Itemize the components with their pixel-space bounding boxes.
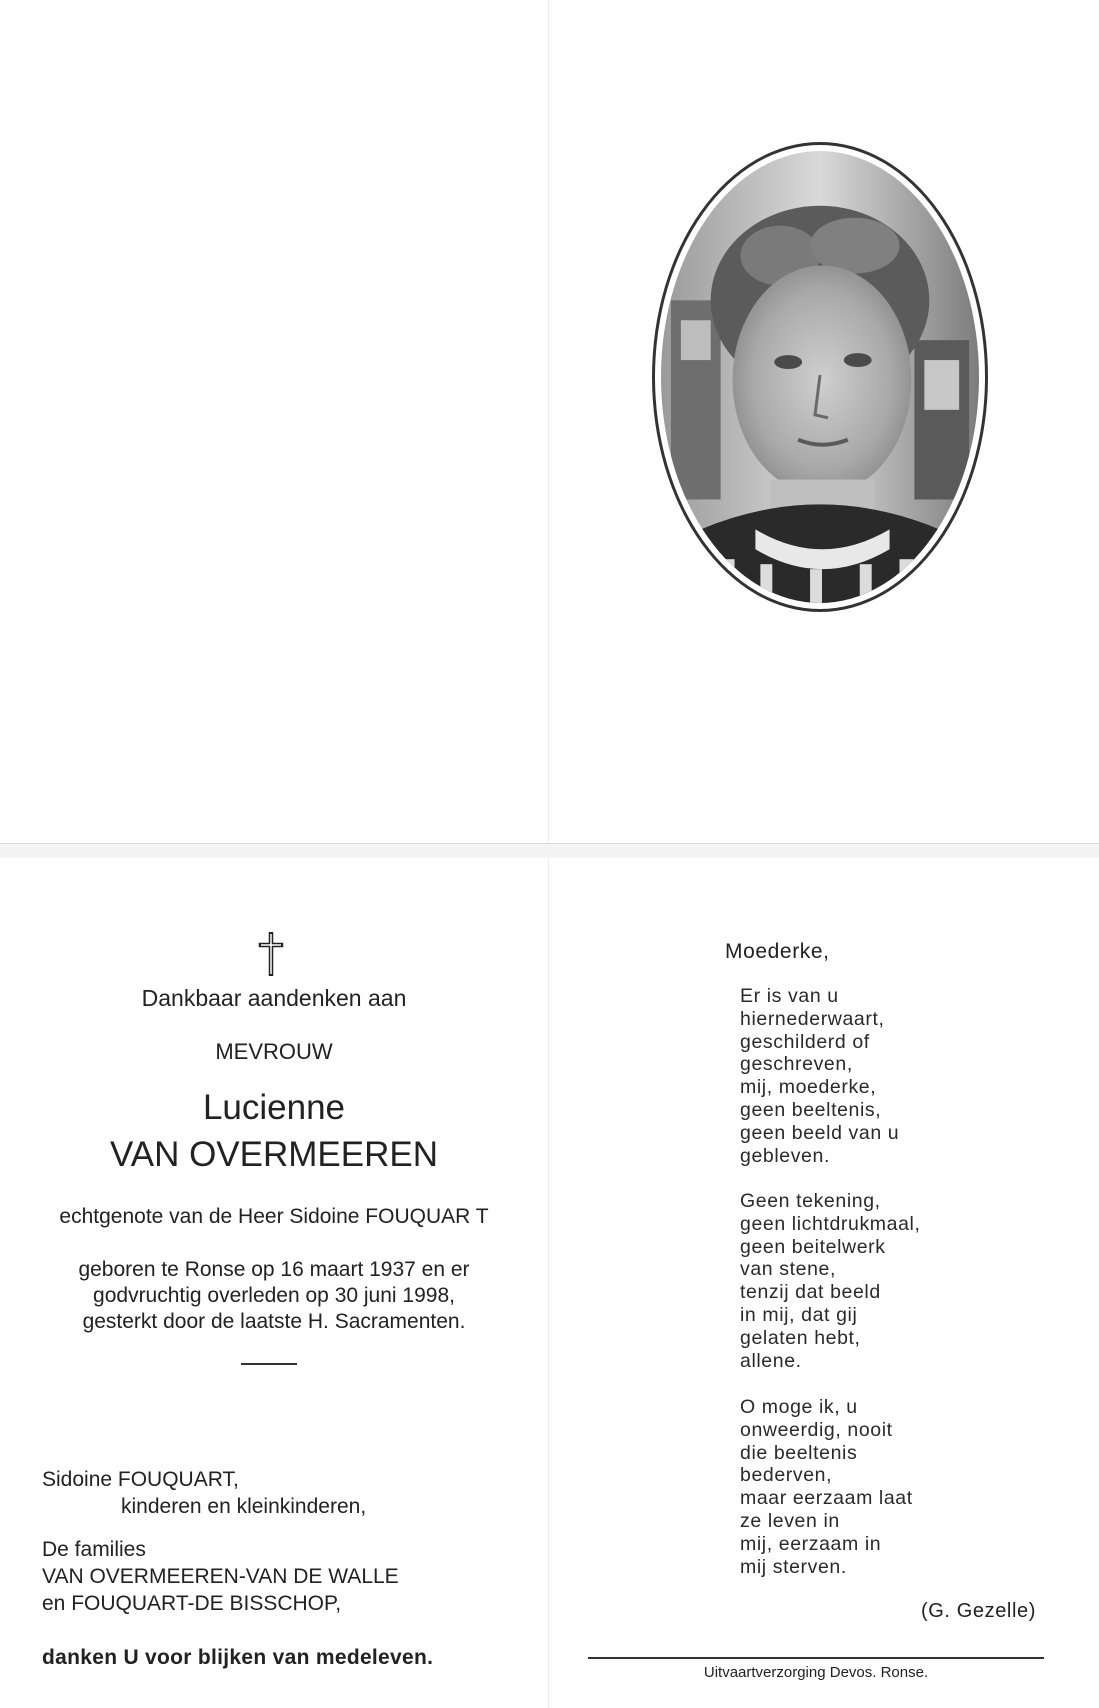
poem-line: in mij, dat gij [740, 1303, 858, 1326]
family-line-family1: VAN OVERMEEREN-VAN DE WALLE [42, 1565, 399, 1588]
deceased-first-name: Lucienne [202, 1088, 346, 1127]
card-separator [0, 843, 1099, 859]
poem-line: geschilderd of [740, 1030, 870, 1053]
poem-line: Geen tekening, [740, 1190, 881, 1212]
cross-icon [256, 932, 286, 976]
front-left-panel [0, 0, 548, 843]
portrait-photo [661, 151, 979, 603]
bio-line: gesterkt door de laatste H. Sacramenten. [82, 1310, 466, 1333]
family-line-spouse: Sidoine FOUQUART, [42, 1468, 239, 1491]
thanks-text: danken U voor blijken van medeleven. [42, 1646, 434, 1669]
poem-line: geen beitelwerk [740, 1235, 886, 1258]
front-fold-line [548, 0, 549, 843]
poem-line: geschreven, [740, 1053, 853, 1076]
poem-line: van stene, [740, 1258, 836, 1281]
poem-line: geen lichtdrukmaal, [740, 1212, 921, 1235]
poem-line: geen beeltenis, [740, 1098, 882, 1121]
undertaker-text: Uitvaartverzorging Devos. Ronse. [703, 1664, 929, 1681]
family-line-children: kinderen en kleinkinderen, [121, 1495, 367, 1518]
poem-line: mij, moederke, [740, 1076, 877, 1099]
poem-line: O moge ik, u [740, 1396, 858, 1418]
poem-line: gebleven. [740, 1144, 830, 1167]
bio-line: godvruchtig overleden op 30 juni 1998, [93, 1284, 455, 1307]
poem-line: tenzij dat beeld [740, 1281, 881, 1304]
poem-line: ze leven in [740, 1509, 840, 1532]
family-line-family2: en FOUQUART-DE BISSCHOP, [42, 1592, 342, 1615]
back-fold-line [548, 858, 549, 1708]
separator-rule [241, 1363, 297, 1365]
dedication-text: Dankbaar aandenken aan [141, 985, 407, 1011]
poem-line: mij, eerzaam in [740, 1532, 882, 1555]
poem-stanza-1 [740, 985, 899, 1167]
bio-line: geboren te Ronse op 16 maart 1937 en er [78, 1258, 470, 1281]
poem-line: die beeltenis [740, 1441, 858, 1464]
deceased-last-name: VAN OVERMEEREN [109, 1135, 439, 1174]
footer-rule [588, 1657, 1044, 1659]
poem-author: (G. Gezelle) [921, 1600, 1037, 1622]
spouse-text: echtgenote van de Heer Sidoine FOUQUAR T [59, 1205, 489, 1228]
poem-line: allene. [740, 1349, 802, 1372]
poem-salutation: Moederke, [725, 940, 830, 963]
honorific-text: MEVROUW [215, 1039, 333, 1064]
poem-line: mij sterven. [740, 1555, 847, 1578]
poem-line: geen beeld van u [740, 1121, 900, 1144]
poem-line: onweerdig, nooit [740, 1418, 893, 1441]
poem-line: maar eerzaam laat [740, 1487, 913, 1510]
poem-line: bederven, [740, 1464, 833, 1487]
poem-line: hiernederwaart, [740, 1007, 885, 1030]
portrait-oval-frame [652, 142, 988, 612]
poem-stanza-3 [740, 1396, 913, 1578]
family-line-families: De families [42, 1538, 146, 1561]
poem-stanza-2 [740, 1190, 921, 1372]
biography [0, 1257, 548, 1335]
poem-line: Er is van u [740, 985, 839, 1007]
poem-line: gelaten hebt, [740, 1326, 861, 1349]
